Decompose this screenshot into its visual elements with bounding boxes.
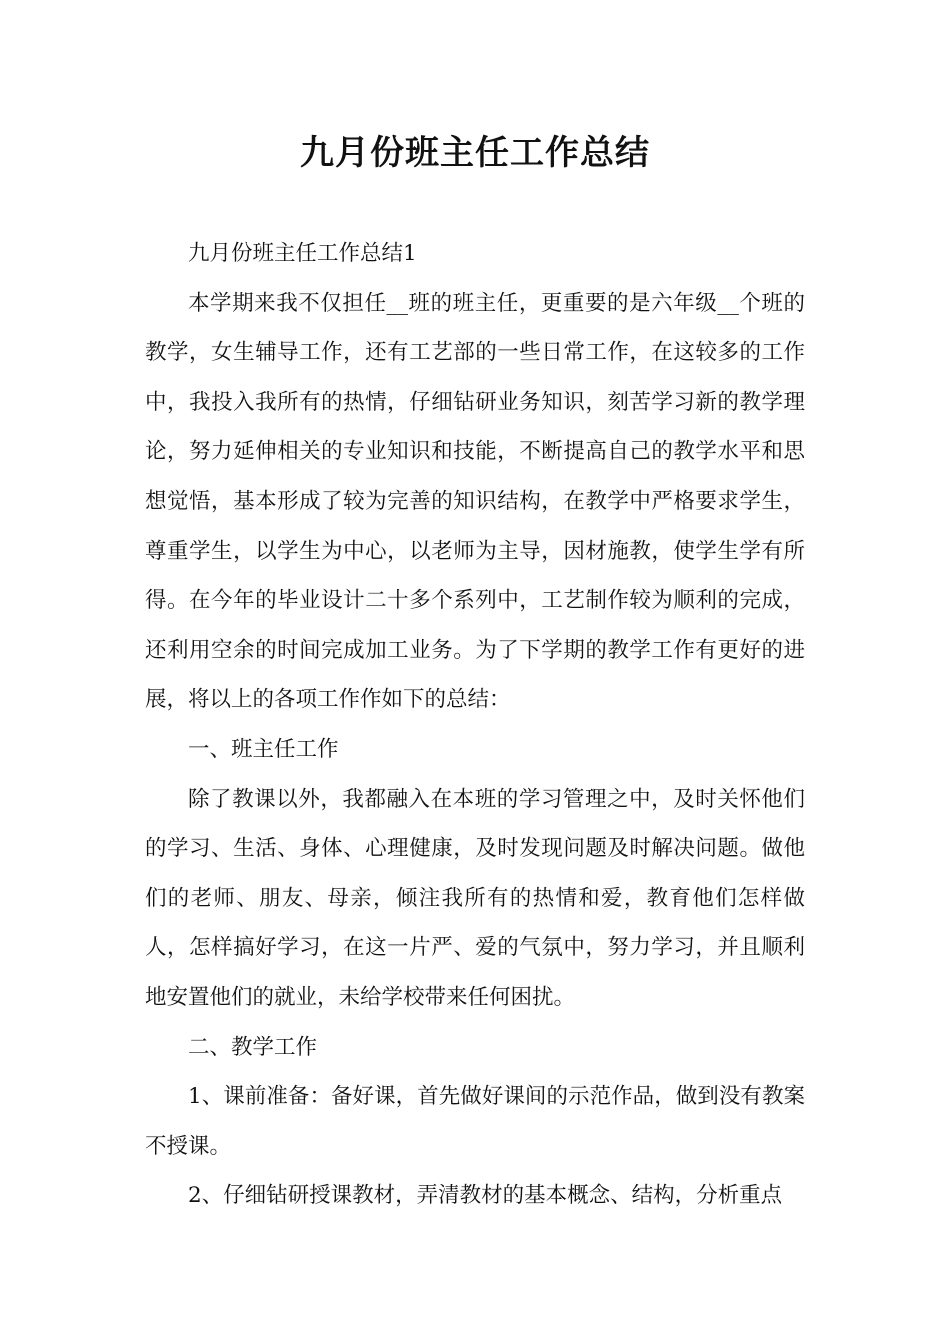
document-title: 九月份班主任工作总结 bbox=[300, 133, 650, 173]
body-paragraph: 1、课前准备：备好课，首先做好课间的示范作品，做到没有教案不授课。 bbox=[145, 1084, 805, 1159]
section-heading: 二、教学工作 bbox=[188, 1034, 318, 1060]
body-paragraph: 2、仔细钻研授课教材，弄清教材的基本概念、结构，分析重点 bbox=[188, 1183, 783, 1209]
body-paragraph: 本学期来我不仅担任__班的班主任，更重要的是六年级__个班的教学，女生辅导工作，还有工艺部的一些日常工作，在这较多的工作中，我投入我所有的热情，仔细钻研业务知识，刻苦学习新的教学理论，努力延伸相关的专业知识和技能，不断提高自己的教学水平和思想觉悟，基本形成了较为完善的知识结构，在教学中严格要求学生，尊重学生，以学生为中心，以老师为主导，因材施教，使学生学有所得。在今年的毕业设计二十多个系列中，工艺制作较为顺利的完成，还利用空余的时间完成加工业务。为了下学期的教学工作有更好的进展，将以上的各项工作作如下的总结： bbox=[145, 290, 805, 713]
document-body bbox=[145, 229, 805, 1221]
section-heading: 一、班主任工作 bbox=[188, 736, 339, 762]
section-heading: 九月份班主任工作总结1 bbox=[188, 241, 417, 266]
body-paragraph: 除了教课以外，我都融入在本班的学习管理之中，及时关怀他们的学习、生活、身体、心理健康，及时发现问题及时解决问题。做他们的老师、朋友、母亲，倾注我所有的热情和爱，教育他们怎样做人，怎样搞好学习，在这一片严、爱的气氛中，努力学习，并且顺利地安置他们的就业，未给学校带来任何困扰。 bbox=[145, 786, 805, 1010]
